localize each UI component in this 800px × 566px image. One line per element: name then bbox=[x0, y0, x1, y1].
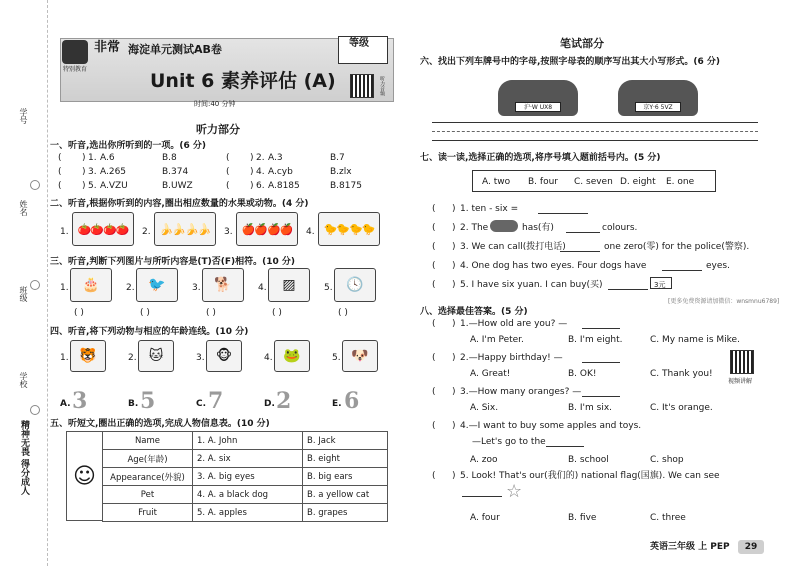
choice-a[interactable]: 4. A. a black dog bbox=[193, 486, 303, 504]
blank[interactable] bbox=[546, 446, 584, 447]
clock-icon: 🕓 bbox=[346, 277, 364, 293]
option-c[interactable]: C. It's orange. bbox=[650, 403, 713, 413]
item-number: 4. bbox=[258, 283, 267, 293]
sentence: 5. I have six yuan. I can buy(买) bbox=[460, 280, 603, 290]
option-b[interactable]: B.374 bbox=[162, 167, 189, 177]
item-number: 5. bbox=[324, 283, 333, 293]
question-text: 3.—How many oranges? — bbox=[460, 387, 582, 397]
answer-paren-open[interactable]: ( bbox=[226, 167, 230, 177]
page-number: 29 bbox=[738, 540, 764, 554]
answer-paren-open[interactable]: ( bbox=[432, 319, 436, 329]
answer-paren-close[interactable]: ) bbox=[82, 167, 86, 177]
qr-caption: 听力音频 bbox=[379, 76, 385, 96]
answer-paren-close[interactable]: ) bbox=[452, 261, 456, 271]
q4-title: 四、听音,将下列动物与相应的年龄连线。(10 分) bbox=[50, 327, 249, 337]
animal-picture-box[interactable] bbox=[342, 340, 378, 372]
q2-title: 二、听音,根据你听到的内容,圈出相应数量的水果或动物。(4 分) bbox=[50, 199, 309, 209]
age-option-letter: D. bbox=[264, 399, 275, 409]
age-number[interactable]: 7 bbox=[208, 388, 224, 414]
item-number: 3. bbox=[88, 167, 97, 177]
choice-b[interactable]: B. Jack bbox=[303, 432, 388, 450]
blank[interactable] bbox=[462, 496, 502, 497]
price-tag: 3元 bbox=[654, 281, 666, 289]
answer-paren-open[interactable]: ( bbox=[432, 242, 436, 252]
answer-paren-open[interactable]: ( bbox=[226, 181, 230, 191]
brand-title: 非常 bbox=[94, 40, 121, 55]
answer-paren-close[interactable]: ) bbox=[452, 421, 456, 431]
option-a[interactable]: A.3 bbox=[268, 153, 283, 163]
word-option: D. eight bbox=[620, 177, 656, 187]
option-a[interactable]: A. Six. bbox=[470, 403, 499, 413]
option-a[interactable]: A.cyb bbox=[268, 167, 293, 177]
tf-answer-paren[interactable]: ( ) bbox=[74, 308, 84, 318]
banana-icon: 🍌🍌🍌🍌 bbox=[159, 222, 211, 236]
answer-paren-open[interactable]: ( bbox=[432, 223, 436, 233]
item-number: 3. bbox=[196, 353, 205, 363]
binding-hole bbox=[30, 180, 40, 190]
choice-a[interactable]: 2. A. six bbox=[193, 450, 303, 468]
choice-a[interactable]: 5. A. apples bbox=[193, 504, 303, 522]
table-row bbox=[103, 486, 388, 504]
item-number: 2. bbox=[256, 153, 265, 163]
answer-line[interactable] bbox=[432, 122, 758, 123]
answer-paren-close[interactable]: ) bbox=[250, 181, 254, 191]
option-a[interactable]: A.265 bbox=[100, 167, 127, 177]
option-a[interactable]: A.6 bbox=[100, 153, 115, 163]
answer-paren-open[interactable]: ( bbox=[432, 261, 436, 271]
sentence: 4. One dog has two eyes. Four dogs have bbox=[460, 261, 647, 271]
answer-paren-open[interactable]: ( bbox=[432, 353, 436, 363]
question-text: 2.—Happy birthday! — bbox=[460, 353, 563, 363]
field-label: Appearance(外貌) bbox=[103, 468, 193, 486]
answer-paren-open[interactable]: ( bbox=[432, 204, 436, 214]
cake-icon: 🎂 bbox=[82, 277, 100, 293]
fruit-picture-box[interactable] bbox=[154, 212, 216, 246]
option-b[interactable]: B.UWZ bbox=[162, 181, 193, 191]
dog-icon: 🐶 bbox=[351, 348, 369, 364]
option-a[interactable]: A. Great! bbox=[470, 369, 511, 379]
brand-subtitle: 特别教育 bbox=[63, 66, 88, 73]
answer-paren-close[interactable]: ) bbox=[452, 204, 456, 214]
choice-a[interactable]: 1. A. John bbox=[193, 432, 303, 450]
age-option-letter: A. bbox=[60, 399, 71, 409]
person-icon: ☺ bbox=[73, 463, 96, 489]
answer-paren-close[interactable]: ) bbox=[452, 223, 456, 233]
item-number: 5. bbox=[88, 181, 97, 191]
choice-a[interactable]: 3. A. big eyes bbox=[193, 468, 303, 486]
table-row bbox=[103, 450, 388, 468]
fruit-picture-box[interactable] bbox=[236, 212, 298, 246]
answer-paren-close[interactable]: ) bbox=[82, 181, 86, 191]
binding-hole bbox=[30, 280, 40, 290]
listening-section-title: 听力部分 bbox=[196, 123, 240, 136]
sentence: 2. The bbox=[460, 223, 489, 233]
q6-title: 六、找出下列车牌号中的字母,按照字母表的顺序写出其大小写形式。(6 分) bbox=[420, 57, 721, 67]
option-c[interactable]: C. My name is Mike. bbox=[650, 335, 740, 345]
answer-paren-open[interactable]: ( bbox=[58, 167, 62, 177]
blank[interactable] bbox=[566, 232, 600, 233]
watermark: [更多免费资源请加微信：wnsmnu6789] bbox=[668, 298, 780, 305]
option-a[interactable]: A.8185 bbox=[268, 181, 300, 191]
photo-icon: ▨ bbox=[282, 277, 296, 293]
q7-title: 七、读一读,选择正确的选项,将序号填入题前括号内。(5 分) bbox=[420, 153, 661, 163]
qr-code-icon bbox=[350, 74, 374, 98]
q3-title: 三、听音,判断下列图片与所听内容是(T)否(F)相符。(10 分) bbox=[50, 257, 296, 267]
slogan: 精神无畏 得分成人 bbox=[19, 420, 29, 496]
sentence-part: eyes. bbox=[706, 261, 730, 271]
tf-picture-box bbox=[334, 268, 376, 302]
animal-picture-box[interactable] bbox=[70, 340, 106, 372]
item-number: 5. bbox=[332, 353, 341, 363]
sentence: 1. ten - six = bbox=[460, 204, 519, 214]
option-a[interactable]: A. I'm Peter. bbox=[470, 335, 524, 345]
animal-picture-box[interactable] bbox=[138, 340, 174, 372]
word-option: C. seven bbox=[574, 177, 613, 187]
binding-hole bbox=[30, 405, 40, 415]
answer-paren-open[interactable]: ( bbox=[58, 181, 62, 191]
info-table bbox=[102, 431, 388, 522]
character-avatar bbox=[66, 431, 102, 521]
blank[interactable] bbox=[582, 362, 620, 363]
tf-answer-paren[interactable]: ( ) bbox=[338, 308, 348, 318]
q8-title: 八、选择最佳答案。(5 分) bbox=[420, 307, 528, 317]
option-b[interactable]: B. I'm six. bbox=[568, 403, 613, 413]
item-number: 3. bbox=[224, 227, 233, 237]
field-label: Name bbox=[103, 432, 193, 450]
answer-paren-close[interactable]: ) bbox=[452, 471, 456, 481]
footer-subject: 英语三年级 上 PEP bbox=[650, 542, 730, 552]
option-b[interactable]: B. OK! bbox=[568, 369, 597, 379]
item-number: 1. bbox=[60, 283, 69, 293]
blank[interactable] bbox=[582, 328, 620, 329]
tomato-icon: 🍅🍅🍅🍅 bbox=[77, 222, 129, 236]
word-option: B. four bbox=[528, 177, 558, 187]
item-number: 4. bbox=[256, 167, 265, 177]
rainbow-icon bbox=[490, 220, 518, 232]
apple-icon: 🍎🍎🍎🍎 bbox=[241, 222, 293, 236]
tf-answer-paren[interactable]: ( ) bbox=[272, 308, 282, 318]
blank[interactable] bbox=[560, 251, 600, 252]
blank[interactable] bbox=[582, 396, 620, 397]
item-number: 2. bbox=[142, 227, 151, 237]
sentence: 3. We can call(拨打电话) bbox=[460, 242, 566, 252]
q1-title: 一、听音,选出你所听到的一项。(6 分) bbox=[50, 141, 207, 151]
blank[interactable] bbox=[662, 270, 702, 271]
frog-icon: 🐸 bbox=[283, 348, 301, 364]
sentence-part: has(有) bbox=[522, 223, 554, 233]
word-option: E. one bbox=[666, 177, 695, 187]
option-b[interactable]: B.7 bbox=[330, 153, 345, 163]
answer-paren-open[interactable]: ( bbox=[226, 153, 230, 163]
option-b[interactable]: B.8175 bbox=[330, 181, 362, 191]
name-label: 姓名 bbox=[19, 200, 28, 216]
answer-paren-close[interactable]: ) bbox=[452, 353, 456, 363]
field-label: Pet bbox=[103, 486, 193, 504]
license-plate-1: 沪·W UX8 bbox=[515, 102, 561, 112]
animal-picture-box[interactable] bbox=[206, 340, 242, 372]
sentence-part: colours. bbox=[602, 223, 638, 233]
age-option-letter: C. bbox=[196, 399, 207, 409]
item-number: 4. bbox=[306, 227, 315, 237]
tf-picture-box bbox=[70, 268, 112, 302]
option-c[interactable]: C. three bbox=[650, 513, 686, 523]
age-number[interactable]: 5 bbox=[140, 388, 156, 414]
student-id-label: 学号 bbox=[19, 108, 28, 124]
answer-paren-close[interactable]: ) bbox=[250, 153, 254, 163]
written-section-title: 笔试部分 bbox=[560, 37, 604, 50]
word-option: A. two bbox=[482, 177, 511, 187]
age-option-letter: B. bbox=[128, 399, 139, 409]
cat-icon: 🐱 bbox=[148, 348, 164, 364]
answer-paren-close[interactable]: ) bbox=[452, 319, 456, 329]
option-b[interactable]: B.zlx bbox=[330, 167, 352, 177]
sentence-part: one zero(零) for the police(警察). bbox=[604, 242, 750, 252]
tf-answer-paren[interactable]: ( ) bbox=[140, 308, 150, 318]
age-number[interactable]: 6 bbox=[344, 388, 360, 414]
dog-icon: 🐕 bbox=[214, 277, 232, 293]
answer-paren-open[interactable]: ( bbox=[432, 387, 436, 397]
tf-picture-box bbox=[136, 268, 178, 302]
chick-icon: 🐤🐤🐤🐤 bbox=[323, 222, 375, 236]
tf-picture-box bbox=[268, 268, 310, 302]
video-qr-icon bbox=[730, 350, 754, 374]
class-label: 班级 bbox=[19, 286, 28, 302]
option-b[interactable]: B. I'm eight. bbox=[568, 335, 623, 345]
option-b[interactable]: B. five bbox=[568, 513, 597, 523]
choice-b[interactable]: B. eight bbox=[303, 450, 388, 468]
question-text: 4.—I want to buy some apples and toys. bbox=[460, 421, 642, 431]
license-plate-2: 京Y·6 5VZ bbox=[635, 102, 681, 112]
option-a[interactable]: A. four bbox=[470, 513, 500, 523]
item-number: 3. bbox=[192, 283, 201, 293]
answer-paren-close[interactable]: ) bbox=[452, 387, 456, 397]
choice-b[interactable]: B. grapes bbox=[303, 504, 388, 522]
option-a[interactable]: A.VZU bbox=[100, 181, 128, 191]
school-label: 学校 bbox=[19, 372, 28, 388]
unit-title: Unit 6 素养评估 (A) bbox=[150, 70, 336, 92]
option-c[interactable]: C. shop bbox=[650, 455, 684, 465]
choice-b[interactable]: B. big ears bbox=[303, 468, 388, 486]
star-icon: ☆ bbox=[506, 481, 523, 502]
item-number: 1. bbox=[88, 153, 97, 163]
answer-paren-close[interactable]: ) bbox=[452, 280, 456, 290]
item-number: 1. bbox=[60, 227, 69, 237]
answer-paren-open[interactable]: ( bbox=[432, 421, 436, 431]
table-row bbox=[103, 432, 388, 450]
choice-b[interactable]: B. a yellow cat bbox=[303, 486, 388, 504]
animal-picture-box[interactable] bbox=[274, 340, 310, 372]
table-row bbox=[103, 504, 388, 522]
age-option-letter: E. bbox=[332, 399, 342, 409]
answer-paren-close[interactable]: ) bbox=[82, 153, 86, 163]
blank[interactable] bbox=[538, 213, 588, 214]
birds-icon: 🐦 bbox=[148, 277, 166, 293]
option-b[interactable]: B. school bbox=[568, 455, 609, 465]
answer-paren-close[interactable]: ) bbox=[250, 167, 254, 177]
item-number: 2. bbox=[126, 283, 135, 293]
brand-logo-icon bbox=[62, 40, 88, 64]
item-number: 1. bbox=[60, 353, 69, 363]
option-b[interactable]: B.8 bbox=[162, 153, 177, 163]
tiger-icon: 🐯 bbox=[79, 348, 97, 364]
blank[interactable] bbox=[608, 289, 648, 290]
item-number: 2. bbox=[128, 353, 137, 363]
video-caption: 视频讲解 bbox=[728, 378, 753, 385]
option-c[interactable]: C. Thank you! bbox=[650, 369, 713, 379]
tf-picture-box bbox=[202, 268, 244, 302]
age-number[interactable]: 2 bbox=[276, 388, 292, 414]
item-number: 4. bbox=[264, 353, 273, 363]
time-limit: 时间:40 分钟 bbox=[194, 100, 236, 108]
fruit-picture-box[interactable] bbox=[318, 212, 380, 246]
item-number: 6. bbox=[256, 181, 265, 191]
answer-line bbox=[432, 131, 758, 132]
answer-paren-close[interactable]: ) bbox=[452, 242, 456, 252]
option-a[interactable]: A. zoo bbox=[470, 455, 498, 465]
binding-margin bbox=[0, 0, 48, 566]
question-text: 1.—How old are you? — bbox=[460, 319, 568, 329]
field-label: Fruit bbox=[103, 504, 193, 522]
answer-line[interactable] bbox=[432, 140, 758, 141]
question-text: 5. Look! That's our(我们的) national flag(国旗). We can see bbox=[460, 471, 720, 481]
grade-label: 等级 bbox=[349, 38, 369, 49]
monkey-icon: 🐵 bbox=[215, 348, 233, 364]
question-text-line2: —Let's go to the bbox=[472, 437, 546, 447]
answer-paren-open[interactable]: ( bbox=[432, 280, 436, 290]
age-number[interactable]: 3 bbox=[72, 388, 88, 414]
answer-paren-open[interactable]: ( bbox=[58, 153, 62, 163]
fruit-picture-box[interactable] bbox=[72, 212, 134, 246]
q5-title: 五、听短文,圈出正确的选项,完成人物信息表。(10 分) bbox=[50, 419, 270, 429]
series-title: 海淀单元测试AB卷 bbox=[128, 43, 222, 56]
answer-paren-open[interactable]: ( bbox=[432, 471, 436, 481]
tf-answer-paren[interactable]: ( ) bbox=[206, 308, 216, 318]
field-label: Age(年龄) bbox=[103, 450, 193, 468]
table-row bbox=[103, 468, 388, 486]
